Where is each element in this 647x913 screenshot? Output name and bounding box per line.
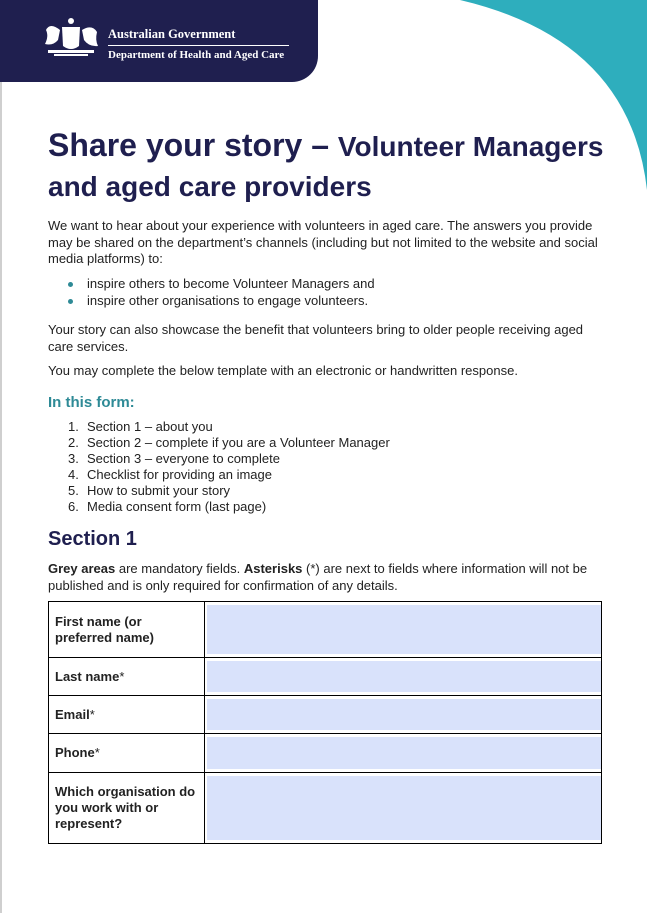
list-item: [48, 419, 390, 435]
list-item-text: inspire other organisations to engage volunteers.: [87, 292, 369, 308]
label-text: Which organisation do you work with or represent?: [55, 784, 196, 831]
list-item: [48, 483, 390, 499]
first-name-input[interactable]: [207, 605, 601, 654]
organisation-input[interactable]: [207, 776, 601, 840]
banner-divider: [108, 45, 289, 46]
asterisk-marker: *: [94, 745, 100, 760]
list-item-text: Section 1 – about you: [87, 419, 213, 434]
asterisk-marker: *: [119, 668, 125, 684]
mandatory-fields-note: [48, 561, 608, 594]
list-item-text: Section 2 – complete if you are a Volunteer Manager: [87, 435, 390, 450]
email-cell: [205, 696, 602, 734]
last-name-cell: [205, 658, 602, 696]
label-text: First name (or preferred name): [55, 613, 154, 645]
form-row-first-name: [49, 602, 602, 658]
asterisk-marker: *: [89, 706, 95, 722]
list-item-text: inspire others to become Volunteer Managers and: [87, 276, 375, 291]
list-item-text: How to submit your story: [87, 483, 231, 498]
template-note: You may complete the below template with an electronic or handwritten response.: [48, 363, 518, 378]
list-item: [48, 293, 375, 310]
note-bold-asterisks: Asterisks: [243, 561, 303, 576]
list-number: 1.: [68, 419, 79, 434]
list-number: 5.: [68, 483, 79, 498]
form-row-organisation: [49, 773, 602, 844]
last-name-label: [49, 658, 205, 696]
title-part-1: Share your story –: [48, 127, 338, 163]
form-row-last-name: [49, 658, 602, 696]
government-name: Australian Government: [108, 27, 236, 41]
form-row-phone: [49, 734, 602, 773]
last-name-input[interactable]: [207, 661, 601, 692]
form-contents-list: [48, 419, 390, 515]
list-number: 2.: [68, 435, 79, 450]
list-item-text: Checklist for providing an image: [87, 467, 272, 482]
organisation-label: [49, 773, 205, 844]
form-row-email: [49, 696, 602, 734]
intro-paragraph: We want to hear about your experience with volunteers in aged care. The answers you provide may be shared on the department’s channels (including but not limited to the website and social media platforms) to:: [48, 218, 598, 266]
phone-cell: [205, 734, 602, 773]
list-number: 4.: [68, 467, 79, 482]
government-banner: [0, 0, 318, 82]
phone-input[interactable]: [207, 737, 601, 769]
note-text-1: are mandatory fields.: [115, 561, 244, 576]
section-1-heading: Section 1: [48, 528, 137, 550]
purpose-list: [48, 276, 375, 309]
list-item: [48, 499, 390, 515]
page-edge: [0, 0, 2, 913]
list-item: [48, 467, 390, 483]
list-number: 6.: [68, 499, 79, 514]
in-this-form-heading: In this form:: [48, 394, 135, 411]
label-text: Email: [55, 706, 90, 722]
first-name-label: [49, 602, 205, 658]
title-part-2: Volunteer Managers and aged care providers: [48, 131, 604, 202]
organisation-cell: [205, 773, 602, 844]
email-input[interactable]: [207, 699, 601, 730]
list-number: 3.: [68, 451, 79, 466]
showcase-paragraph: Your story can also showcase the benefit that volunteers bring to older people receiving aged care services.: [48, 322, 584, 354]
phone-label: [49, 734, 205, 773]
department-name: Department of Health and Aged Care: [108, 49, 285, 61]
first-name-cell: [205, 602, 602, 658]
list-item-text: Media consent form (last page): [87, 499, 267, 514]
email-label: [49, 696, 205, 734]
page-title: [48, 126, 608, 206]
list-item-text: Section 3 – everyone to complete: [87, 451, 280, 466]
commonwealth-coat-of-arms-icon: [40, 16, 102, 58]
note-bold-grey-areas: Grey areas: [48, 561, 116, 576]
note-text-2: (*) are next to fields where information will not be published and is only required for confirmation of any details.: [48, 561, 588, 593]
list-item: [48, 276, 375, 293]
label-text: Last name: [55, 668, 120, 684]
about-you-form: [48, 601, 602, 844]
bullet-icon: [68, 282, 73, 287]
bullet-icon: [68, 299, 73, 304]
label-text: Phone: [55, 745, 95, 760]
list-item: [48, 451, 390, 467]
list-item: [48, 435, 390, 451]
